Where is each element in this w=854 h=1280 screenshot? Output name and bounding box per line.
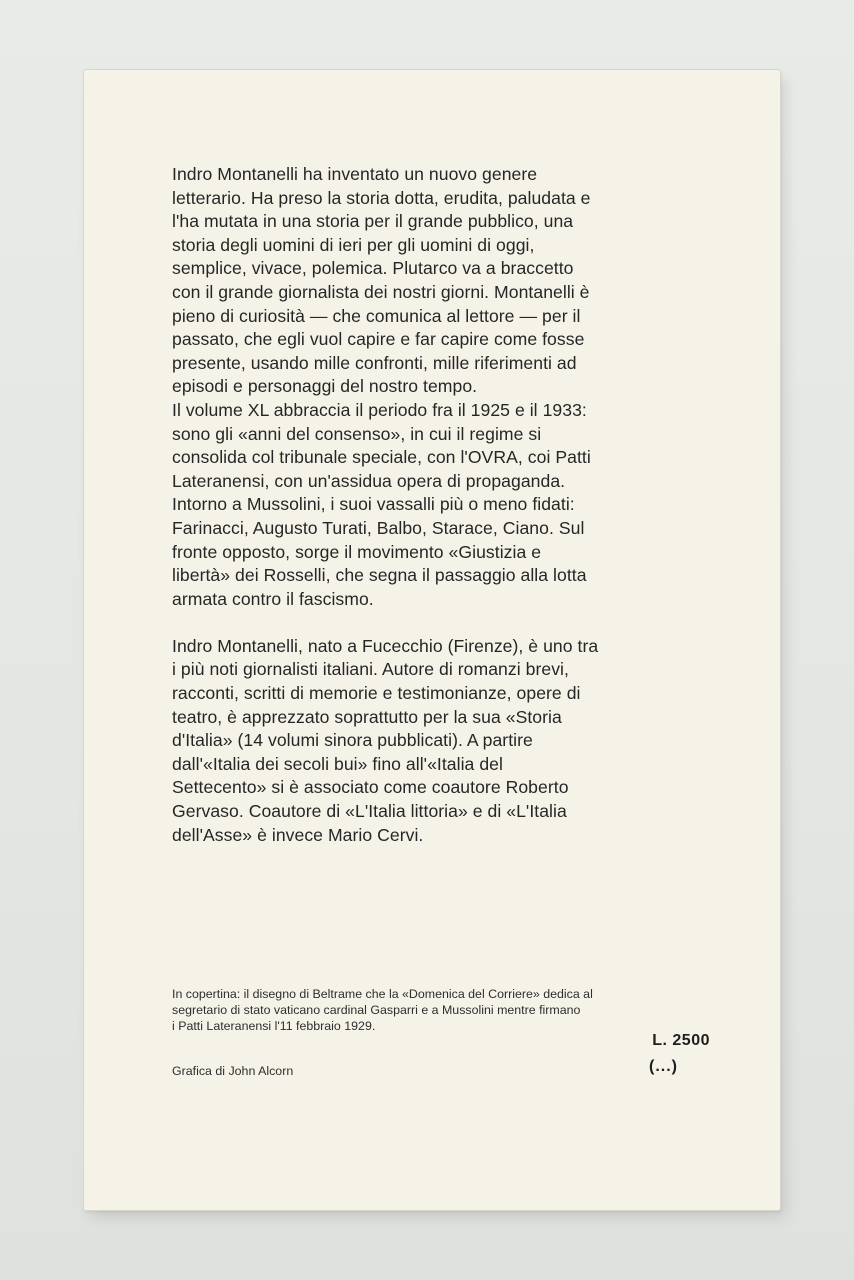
cover-credit-line: segretario di stato vaticano cardinal Gasparri e a Mussolini mentre firmano — [172, 1003, 581, 1018]
author-bio-line: dell'Asse» è invece Mario Cervi. — [172, 824, 424, 845]
cover-credit — [172, 986, 732, 1035]
cover-credit-line: i Patti Lateranensi l'11 febbraio 1929. — [172, 1019, 376, 1034]
design-credit: Grafica di John Alcorn — [172, 1064, 294, 1078]
author-bio-line: d'Italia» (14 volumi sinora pubblicati). A partire — [172, 730, 533, 751]
price-label: L. 2500 — [652, 1032, 710, 1049]
blurb-line: fronte opposto, sorge il movimento «Giustizia e — [172, 541, 542, 562]
author-bio-line: teatro, è apprezzato soprattutto per la sua «Storia — [172, 706, 562, 727]
blurb-line: letterario. Ha preso la storia dotta, erudita, paludata e — [172, 187, 591, 208]
blurb-line: storia degli uomini di ieri per gli uomini di oggi, — [172, 234, 535, 255]
blurb-line: l'ha mutata in una storia per il grande pubblico, una — [172, 211, 574, 232]
author-bio-line: dall'«Italia dei secoli bui» fino all'«Italia del — [172, 753, 503, 774]
blurb-line: Il volume XL abbraccia il periodo fra il 1925 e il 1933: — [172, 399, 587, 420]
paragraph-gap — [172, 611, 732, 635]
blurb-line: Lateranensi, con un'assidua opera di propaganda. — [172, 470, 566, 491]
author-bio-line: racconti, scritti di memorie e testimonianze, opere di — [172, 683, 581, 704]
blurb-line: libertà» dei Rosselli, che segna il passaggio alla lotta — [172, 565, 587, 586]
author-bio-line: i più noti giornalisti italiani. Autore di romanzi brevi, — [172, 659, 569, 680]
blurb-line: Indro Montanelli ha inventato un nuovo genere — [172, 164, 538, 184]
blurb-line: presente, usando mille confronti, mille riferimenti ad — [172, 352, 577, 373]
blurb-line: semplice, vivace, polemica. Plutarco va a braccetto — [172, 258, 574, 279]
blurb-line: Intorno a Mussolini, i suoi vassalli più o meno fidati: — [172, 494, 575, 515]
blurb-line: con il grande giornalista dei nostri giorni. Montanelli è — [172, 281, 590, 302]
book-back-cover — [84, 70, 780, 1210]
author-bio-line: Indro Montanelli, nato a Fucecchio (Firenze), è uno tra — [172, 635, 599, 656]
blurb-line: Farinacci, Augusto Turati, Balbo, Starace, Ciano. Sul — [172, 517, 585, 538]
price-note: (...) — [649, 1058, 678, 1075]
blurb-line: pieno di curiosità — che comunica al lettore — per il — [172, 305, 581, 326]
blurb-line: passato, che egli vuol capire e far capire come fosse — [172, 329, 585, 350]
blurb-text — [172, 163, 732, 847]
author-bio-line: Gervaso. Coautore di «L'Italia littoria» e di «L'Italia — [172, 801, 567, 822]
author-bio-line: Settecento» si è associato come coautore Roberto — [172, 777, 569, 798]
cover-credit-line: In copertina: il disegno di Beltrame che la «Domenica del Corriere» dedica al — [172, 987, 593, 1001]
blurb-line: consolida col tribunale speciale, con l'OVRA, coi Patti — [172, 447, 591, 468]
blurb-line: sono gli «anni del consenso», in cui il regime si — [172, 423, 542, 444]
blurb-line: armata contro il fascismo. — [172, 588, 374, 609]
blurb-line: episodi e personaggi del nostro tempo. — [172, 376, 478, 397]
